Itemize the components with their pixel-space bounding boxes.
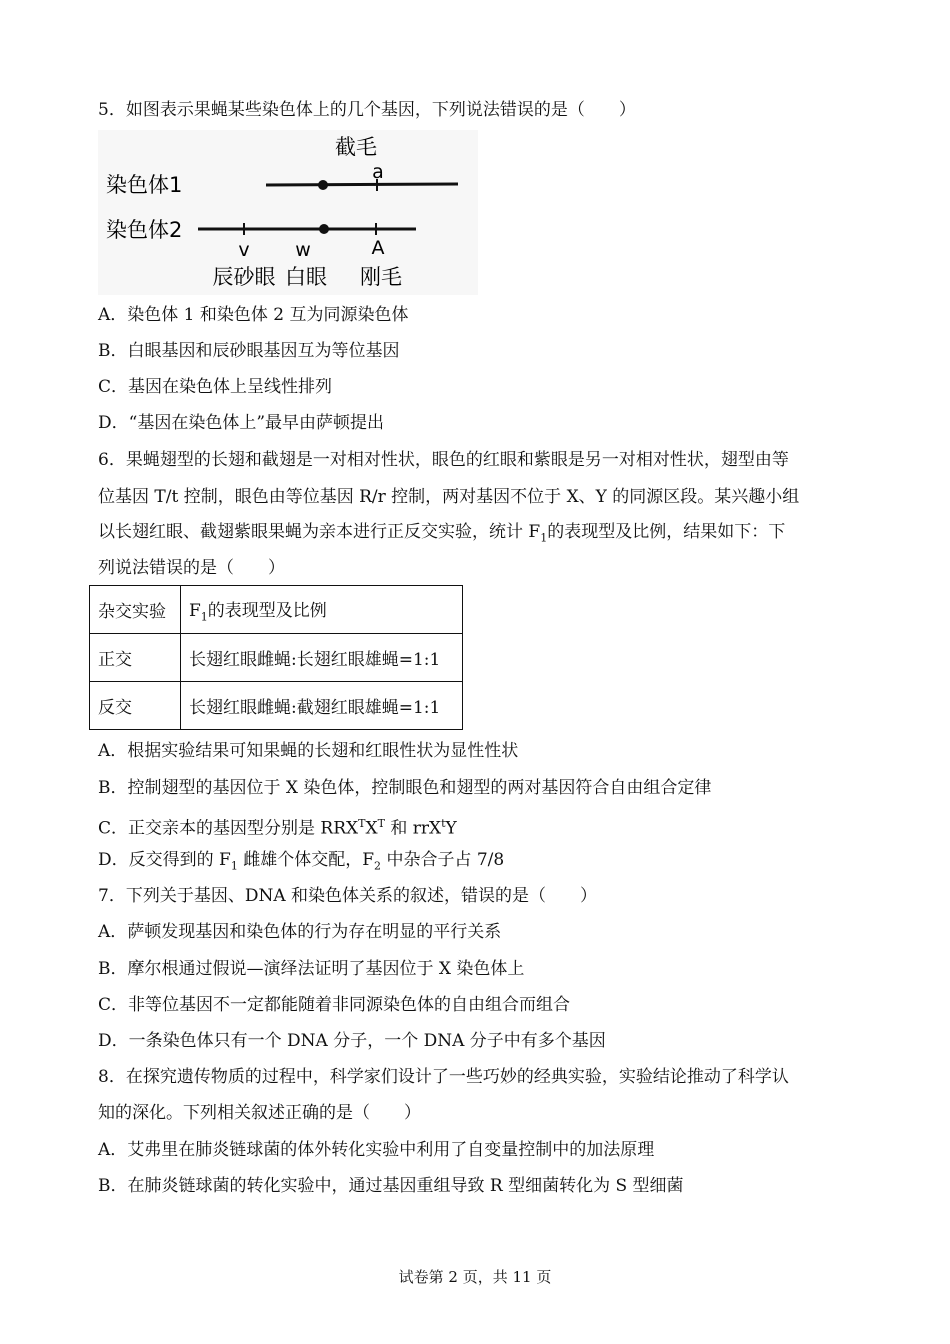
gene-top-label: 截毛	[335, 135, 377, 159]
gene-top-allele: a	[372, 161, 384, 183]
q5-option-b: B．白眼基因和辰砂眼基因互为等位基因	[98, 341, 400, 361]
cross-results-table	[89, 585, 463, 730]
table-row	[90, 634, 463, 682]
chromosome2-centromere	[319, 224, 329, 234]
chromosome1-line	[266, 184, 458, 185]
q6-stem-line1: 6．果蝇翅型的长翅和截翅是一对相对性状，眼色的红眼和紫眼是另一对相对性状，翅型由等	[98, 450, 789, 470]
table-header-phenotype: $F_1$的表现型及比例	[181, 586, 463, 634]
chromosome-diagram	[98, 130, 478, 295]
q6-option-d: D．反交得到的 $F_1$ 雌雄个体交配，$F_2$ 中杂合子占 7/8	[98, 850, 505, 873]
table-row	[90, 682, 463, 730]
table-row	[90, 586, 463, 634]
q5-option-c: C．基因在染色体上呈线性排列	[98, 377, 333, 397]
q7-option-d: D．一条染色体只有一个 DNA 分子，一个 DNA 分子中有多个基因	[98, 1031, 606, 1051]
allele-v: v	[238, 239, 250, 261]
q7-option-b: B．摩尔根通过假说—演绎法证明了基因位于 X 染色体上	[98, 959, 525, 979]
allele-A: A	[371, 237, 385, 259]
trait-cinnabar: 辰砂眼	[212, 265, 276, 289]
q7-stem: 7．下列关于基因、DNA 和染色体关系的叙述，错误的是（ ）	[98, 886, 598, 906]
table-header-cross: 杂交实验	[90, 586, 181, 634]
q6-stem-line2: 位基因 T/t 控制，眼色由等位基因 R/r 控制，两对基因不位于 X、Y 的同源区段。某兴趣小组	[98, 487, 800, 507]
table-cell: 正交	[90, 634, 181, 682]
page-footer: 试卷第 2 页，共 11 页	[398, 1268, 552, 1286]
q7-option-c: C．非等位基因不一定都能随着非同源染色体的自由组合而组合	[98, 995, 571, 1015]
q7-option-a: A．萨顿发现基因和染色体的行为存在明显的平行关系	[98, 922, 502, 942]
table-cell: 反交	[90, 682, 181, 730]
q5-option-a: A．染色体 1 和染色体 2 互为同源染色体	[98, 305, 409, 325]
q5-stem: 5．如图表示果蝇某些染色体上的几个基因，下列说法错误的是（ ）	[98, 100, 636, 120]
table-cell: 长翅红眼雌蝇:截翅红眼雄蝇=1:1	[181, 682, 463, 730]
q6-stem-line4: 列说法错误的是（ ）	[98, 558, 285, 578]
allele-w: w	[295, 239, 311, 261]
q5-option-d: D．“基因在染色体上”最早由萨顿提出	[98, 413, 385, 433]
q8-option-b: B．在肺炎链球菌的转化实验中，通过基因重组导致 R 型细菌转化为 S 型细菌	[98, 1176, 684, 1196]
q8-option-a: A．艾弗里在肺炎链球菌的体外转化实验中利用了自变量控制中的加法原理	[98, 1140, 655, 1160]
q6-option-c: C．正交亲本的基因型分别是 $RRX^TX^T$ 和 rrX$^t$Y	[98, 817, 457, 839]
q6-stem-line3: 以长翅红眼、截翅紫眼果蝇为亲本进行正反交实验，统计 $F_1$的表现型及比例，结果如下：下	[98, 522, 786, 545]
q8-stem-line2: 知的深化。下列相关叙述正确的是（ ）	[98, 1103, 421, 1123]
q6-option-a: A．根据实验结果可知果蝇的长翅和红眼性状为显性性状	[98, 741, 519, 761]
chromosome1-label: 染色体1	[106, 173, 183, 197]
trait-bristle: 刚毛	[360, 265, 402, 289]
chromosome2-label: 染色体2	[106, 218, 183, 242]
trait-white: 白眼	[285, 265, 327, 289]
q8-stem-line1: 8．在探究遗传物质的过程中，科学家们设计了一些巧妙的经典实验，实验结论推动了科学认	[98, 1067, 789, 1087]
table-cell: 长翅红眼雌蝇:长翅红眼雄蝇=1:1	[181, 634, 463, 682]
chromosome1-centromere	[318, 180, 328, 190]
q6-option-b: B．控制翅型的基因位于 X 染色体，控制眼色和翅型的两对基因符合自由组合定律	[98, 778, 712, 798]
